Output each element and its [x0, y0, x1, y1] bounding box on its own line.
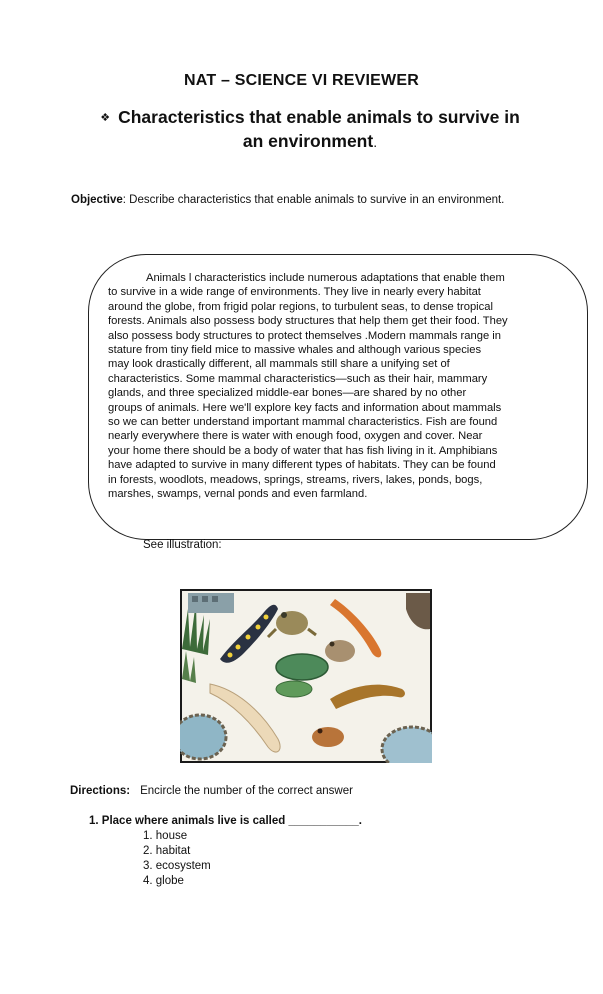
heading-line-1: Characteristics that enable animals to survive in [118, 107, 520, 127]
answer-option[interactable]: 2. habitat [143, 845, 191, 857]
objective-text: : Describe characteristics that enable animals to survive in an environment. [122, 194, 505, 206]
passage-line: forests. Animals also possess body structures that help them get their food. They [108, 315, 508, 328]
passage-line: glands, and three specialized middle-ear bones—are shared by no other [108, 387, 467, 400]
passage-line: also possess body structures to protect themselves .Modern mammals range in [108, 329, 501, 342]
passage-line: groups of animals. Here we'll explore key facts and information about mammals [108, 401, 502, 414]
passage-line: so we can better understand important mammal characteristics. Fish are found [108, 416, 498, 429]
toad-icon [325, 640, 355, 662]
passage-line: nearly everywhere there is water with enough food, oxygen and cover. Near [108, 430, 483, 443]
passage-line: your home there should be a body of water that has fish living in it. Amphibians [108, 444, 498, 457]
passage-line: may look drastically different, all mammals still share a unifying set of [108, 358, 450, 371]
passage-line: in forests, woodlots, meadows, springs, streams, rivers, lakes, ponds, bogs, [108, 473, 483, 486]
answer-option[interactable]: 3. ecosystem [143, 860, 211, 872]
heading-period: . [373, 134, 378, 150]
passage-line: around the globe, from frigid polar regions, to turbulent seas, to dense tropical [108, 300, 493, 313]
passage-line: stature from tiny field mice to massive whales and although various species [108, 344, 482, 357]
small-frog-icon [312, 727, 344, 747]
lily-pad-icon [276, 654, 328, 680]
answer-option[interactable]: 1. house [143, 830, 188, 842]
passage-line: characteristics. Some mammal characteristics—such as their hair, mammary [108, 372, 488, 385]
question-1: 1. Place where animals live is called ___________. [89, 815, 362, 827]
passage-line: to survive in a wide range of environments. They live in nearly every habitat [108, 286, 481, 299]
passage-line: marshes, swamps, vernal ponds and even farmland. [108, 488, 368, 501]
passage-line: Animals l characteristics include numerous adaptations that enable them [146, 272, 505, 284]
diamond-bullet-icon: ❖ [100, 112, 111, 124]
section-heading [90, 106, 530, 154]
directions-text: Encircle the number of the correct answer [140, 785, 353, 797]
directions-label: Directions: [70, 785, 131, 797]
directions [70, 785, 353, 797]
passage [108, 271, 566, 502]
heading-line-2: an environment [242, 131, 374, 151]
passage-line: have adapted to survive in many different types of habitats. They can be found [108, 459, 496, 472]
answer-option[interactable]: 4. globe [143, 875, 184, 887]
amphibians-illustration [180, 589, 432, 763]
objective-label: Objective [71, 194, 123, 206]
objective [71, 193, 521, 207]
see-illustration-caption: See illustration: [143, 539, 222, 551]
page-title: NAT – SCIENCE VI REVIEWER [184, 72, 419, 89]
